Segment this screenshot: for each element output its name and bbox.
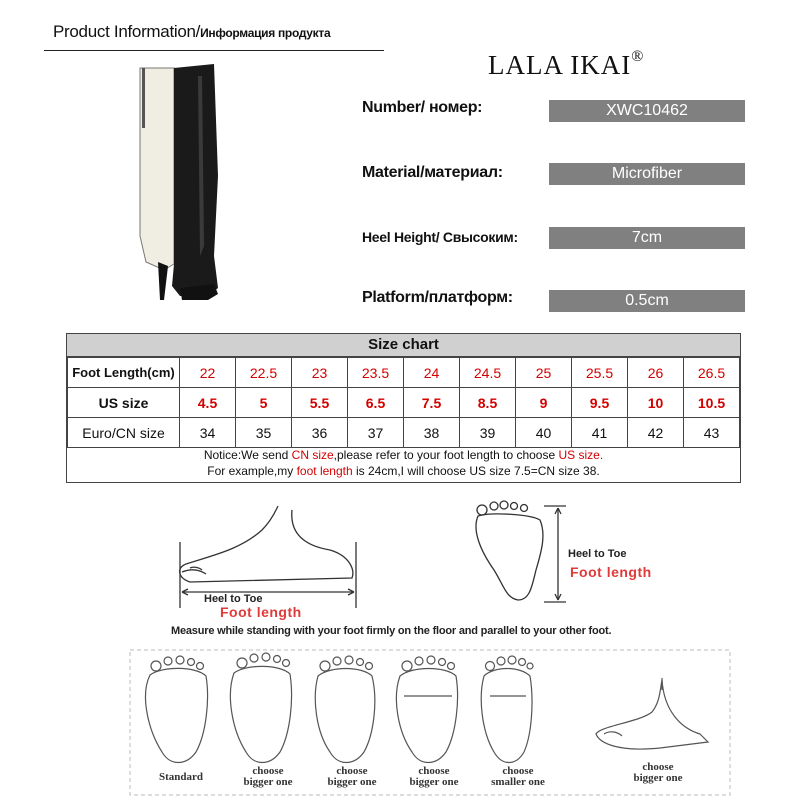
caption-line: bigger one [327,776,377,788]
row-label: US size [68,388,180,418]
caption-line: choose [252,765,284,777]
table-cell: 40 [516,418,572,448]
table-cell: 9.5 [572,388,628,418]
table-cell: 7.5 [404,388,460,418]
spec-platform-value: 0.5cm [549,290,745,312]
notice-text: ,please refer to your foot length to choose [333,448,559,462]
caption-line: choose [418,765,450,777]
size-chart-title: Size chart [67,334,740,357]
table-cell: 9 [516,388,572,418]
table-cell: 10.5 [684,388,740,418]
table-row-us-size [68,388,740,418]
caption-line: Standard [158,771,204,783]
size-chart [66,333,741,483]
heel-to-toe-label-side: Heel to Toe [204,593,263,605]
table-cell: 35 [236,418,292,448]
spec-number-label: Number/ номер: [362,99,483,116]
heel-to-toe-label-top: Heel to Toe [568,548,627,560]
table-cell: 22 [180,358,236,388]
brand-logo [488,50,644,81]
notice-highlight: foot length [296,464,353,478]
spec-platform-label: Platform/платформ: [362,289,513,306]
table-cell: 25.5 [572,358,628,388]
size-notice [67,447,740,479]
table-cell: 25 [516,358,572,388]
table-cell: 24.5 [460,358,516,388]
spec-heel-label: Heel Height/ Свысоким: [362,229,518,245]
caption-line: bigger one [409,776,459,788]
caption-line: smaller one [491,776,545,788]
notice-line-1 [67,447,740,463]
caption-choose-bigger-1 [228,766,308,788]
header-divider [44,50,384,51]
caption-line: choose [336,765,368,777]
caption-standard [146,772,216,783]
spec-material-value: Microfiber [549,163,745,185]
table-cell: 5.5 [292,388,348,418]
spec-material-label: Material/материал: [362,164,503,181]
measure-instruction: Measure while standing with your foot firmly on the floor and parallel to your other foot. [171,625,612,637]
table-cell: 5 [236,388,292,418]
top-foot-icon [476,501,566,602]
table-cell: 23 [292,358,348,388]
table-cell: 8.5 [460,388,516,418]
table-cell: 10 [628,388,684,418]
caption-choose-bigger-3 [394,766,474,788]
table-cell: 6.5 [348,388,404,418]
foot-length-label-top: Foot length [570,564,652,580]
size-table [67,357,740,448]
caption-line: choose [642,761,674,773]
table-cell: 4.5 [180,388,236,418]
table-cell: 41 [572,418,628,448]
caption-choose-bigger-4 [616,762,700,784]
caption-choose-smaller [476,766,560,788]
table-cell: 22.5 [236,358,292,388]
table-cell: 24 [404,358,460,388]
section-title [53,22,330,42]
table-cell: 39 [460,418,516,448]
table-cell: 42 [628,418,684,448]
row-label: Foot Length(cm) [68,358,180,388]
table-row-euro-size [68,418,740,448]
table-cell: 26 [628,358,684,388]
table-cell: 34 [180,418,236,448]
notice-highlight: US size. [558,448,604,462]
table-cell: 43 [684,418,740,448]
notice-highlight: CN size [291,448,334,462]
table-cell: 37 [348,418,404,448]
title-ru: Информация продукта [200,26,331,40]
table-cell: 38 [404,418,460,448]
notice-text: is 24cm,I will choose US size 7.5=CN size 38. [352,464,600,478]
caption-line: choose [502,765,534,777]
foot-length-label-side: Foot length [220,604,302,620]
spec-number-value: XWC10462 [549,100,745,122]
notice-text: Notice:We send [203,448,292,462]
table-cell: 36 [292,418,348,448]
caption-line: bigger one [243,776,293,788]
title-en: Product Information/ [53,22,201,41]
table-cell: 23.5 [348,358,404,388]
caption-line: bigger one [633,772,683,784]
spec-heel-value: 7cm [549,227,745,249]
registered-mark: ® [631,48,645,65]
brand-name: LALA IKAI [488,50,632,80]
table-row-foot-length [68,358,740,388]
notice-line-2 [67,463,740,479]
measure-guide [0,490,800,800]
boot-image [128,56,308,312]
row-label: Euro/CN size [68,418,180,448]
table-cell: 26.5 [684,358,740,388]
caption-choose-bigger-2 [312,766,392,788]
notice-text: For example,my [207,464,297,478]
